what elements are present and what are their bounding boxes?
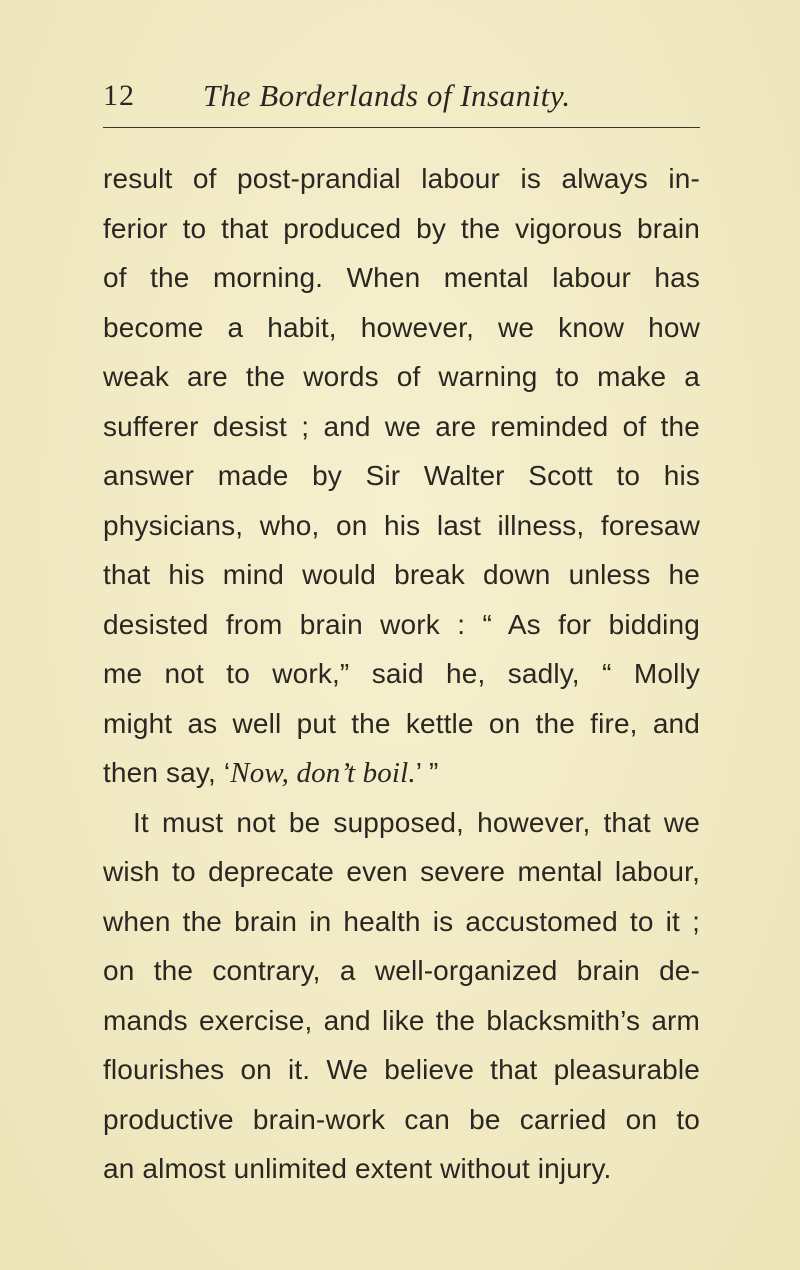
quote-italic: Now, don’t boil.	[230, 757, 416, 789]
text-line: desisted from brain work : “ As for bidding	[103, 608, 700, 640]
text-line: that his mind would break down unless he	[103, 559, 700, 590]
quote-line	[103, 748, 700, 798]
text-line: mands exercise, and like the blacksmith’s arm	[103, 1004, 700, 1036]
quote-tail: ’ ”	[415, 757, 439, 788]
quote-lead: then say, ‘	[103, 757, 231, 788]
text-line: physicians, who, on his last illness, foresaw	[103, 509, 700, 541]
text-line: of the morning. When mental labour has	[103, 262, 700, 293]
text-line: might as well put the kettle on the fire, and	[103, 707, 700, 739]
text-line: ferior to that produced by the vigorous brain	[103, 212, 700, 244]
text-line: productive brain-work can be carried on to	[103, 1103, 700, 1135]
text-line: me not to work,” said he, sadly, “ Molly	[103, 658, 700, 689]
text-line: answer made by Sir Walter Scott to his	[103, 460, 700, 491]
text-line: on the contrary, a well-organized brain de-	[103, 955, 700, 986]
text-line: weak are the words of warning to make a	[103, 361, 700, 392]
header-rule	[103, 127, 700, 128]
text-line: result of post-prandial labour is always in-	[103, 163, 700, 194]
text-line: when the brain in health is accustomed to it ;	[103, 905, 700, 937]
paragraph-start-line: It must not be supposed, however, that we	[133, 806, 700, 838]
text-line-last: an almost unlimited extent without injury.	[103, 1153, 612, 1184]
running-title: The Borderlands of Insanity.	[203, 78, 571, 113]
page-number: 12	[103, 79, 135, 112]
text-line: sufferer desist ; and we are reminded of the	[103, 410, 700, 442]
page-header	[103, 78, 703, 114]
text-line: wish to deprecate even severe mental labour,	[103, 856, 700, 887]
text-line: flourishes on it. We believe that pleasurable	[103, 1054, 700, 1085]
text-line: become a habit, however, we know how	[103, 311, 700, 343]
body-text	[103, 154, 700, 1194]
